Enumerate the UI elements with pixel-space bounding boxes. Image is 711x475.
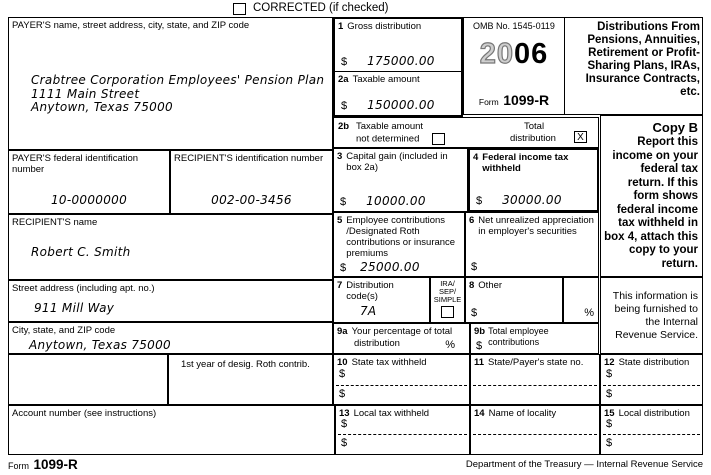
box-4-amount (476, 193, 562, 207)
box-7-label: Distribution code(s) (346, 280, 394, 302)
recipient-street-value: 911 Mill Way (34, 301, 115, 315)
taxable-not-determined-checkbox[interactable] (432, 133, 445, 145)
box-3-amount (340, 194, 426, 208)
box-6-net-unrealized-appreciation (465, 212, 599, 277)
form-number: 1099-R (503, 92, 550, 108)
box-5-label: Employee contributions /Designated Roth contributions or insurance premiums (346, 215, 456, 259)
ira-sep-simple-checkbox[interactable] (441, 306, 454, 318)
dollar-sign: $ (341, 418, 348, 430)
dollar-sign: $ (476, 340, 483, 352)
box-5-amount (340, 260, 420, 274)
blank-box (8, 354, 168, 405)
box-2a-value: 150000.00 (367, 98, 435, 112)
recipient-name-value: Robert C. Smith (31, 245, 131, 259)
box-4-number: 4 (473, 152, 479, 163)
payer-id-label: PAYER'S federal identification number (12, 153, 139, 175)
box-2b-total-distribution (510, 121, 556, 145)
box-13-number: 13 (339, 408, 350, 419)
payer-name-label: PAYER'S name, street address, city, state, and ZIP code (12, 20, 250, 31)
omb-year-box (463, 17, 565, 115)
percent-sign: % (584, 307, 594, 319)
box-3-value: 10000.00 (366, 194, 426, 208)
dollar-sign: $ (339, 368, 346, 380)
roth-year-label: 1st year of desig. Roth contrib. (181, 359, 310, 370)
recipient-city-box (8, 322, 333, 354)
box-6-label: Net unrealized appreciation in employer's securities (478, 215, 594, 237)
box-2a-taxable-amount (333, 72, 463, 117)
total-distribution-checkbox[interactable] (574, 131, 587, 143)
ira-sep-simple-label (431, 278, 464, 304)
box-2b-label-line1: Taxable amount (356, 121, 424, 132)
dashed-divider (473, 434, 597, 435)
footer-agency: Department of the Treasury — Internal Revenue Service (465, 459, 703, 470)
box-10-label: State tax withheld (351, 357, 427, 368)
box-1-number: 1 (338, 21, 344, 32)
box-9b-number: 9b (474, 326, 486, 337)
footer-form-value: 1099-R (33, 457, 78, 472)
irs-furnished-box (600, 277, 703, 354)
box-3-number: 3 (337, 151, 343, 162)
box-2b-row (333, 117, 599, 148)
dollar-sign: $ (340, 262, 347, 274)
dollar-sign: $ (341, 100, 348, 112)
box-2b-not-determined (356, 121, 445, 146)
box-8-label: Other (478, 280, 503, 291)
box-10-number: 10 (337, 357, 348, 368)
recipient-city-value: Anytown, Texas 75000 (29, 338, 171, 352)
box-9b-total-employee-contributions (470, 323, 599, 354)
box-15-local-distribution (600, 405, 703, 455)
recipient-street-box (8, 280, 333, 322)
corrected-label: CORRECTED (if checked) (253, 2, 389, 14)
percent-sign: % (445, 339, 455, 351)
dashed-divider (473, 385, 597, 386)
box-4-federal-tax-withheld (468, 148, 599, 212)
box-8-other (465, 277, 563, 323)
dashed-divider (336, 385, 467, 386)
payer-street-value: 1111 Main Street (31, 86, 140, 101)
box-7-number: 7 (337, 280, 343, 291)
total-distribution-checkmark: X (577, 132, 584, 143)
box-7-ira-sep-simple (430, 277, 465, 323)
copy-b-title: Copy B (652, 120, 698, 135)
box-12-label: State distribution (618, 357, 690, 368)
box-1-value: 175000.00 (367, 54, 435, 68)
box-1-amount (341, 54, 435, 68)
box-6-number: 6 (469, 215, 475, 226)
box-14-number: 14 (474, 408, 485, 419)
dashed-divider (603, 434, 700, 435)
payer-name-box (8, 17, 333, 150)
box-14-label: Name of locality (488, 408, 557, 419)
corrected-checkbox[interactable] (233, 3, 246, 15)
dollar-sign: $ (606, 437, 613, 449)
footer-form-word: Form (8, 461, 29, 471)
recipient-city-label: City, state, and ZIP code (12, 325, 116, 336)
dollar-sign: $ (341, 56, 348, 68)
account-number-label: Account number (see instructions) (12, 408, 157, 419)
account-number-box (8, 405, 335, 455)
recipient-id-label: RECIPIENT'S identification number (174, 153, 324, 164)
box-2b-total-line1: Total (524, 121, 545, 132)
box-5-employee-contributions (333, 212, 465, 277)
box-5-value: 25000.00 (360, 260, 420, 274)
box-12-state-distribution (600, 354, 703, 405)
dashed-divider (603, 385, 700, 386)
form-word: Form (478, 97, 499, 107)
payer-id-box (8, 150, 170, 214)
ira-label-line3: SIMPLE (433, 295, 462, 304)
box-11-state-payer-state-no (470, 354, 600, 405)
dollar-sign: $ (606, 368, 613, 380)
box-11-label: State/Payer's state no. (488, 357, 584, 368)
box-11-number: 11 (474, 357, 485, 368)
recipient-name-box (8, 214, 333, 280)
tax-year (464, 38, 564, 71)
box-9b-label: Total employee contributions (488, 326, 549, 347)
dollar-sign: $ (606, 418, 613, 430)
irs-furnished-text: This information is being furnished to the Internal Revenue Service. (612, 290, 698, 341)
footer-form-number (8, 456, 78, 474)
box-15-number: 15 (604, 408, 615, 419)
box-2a-label: Taxable amount (352, 74, 420, 85)
dollar-sign: $ (476, 195, 483, 207)
box-3-capital-gain (333, 148, 468, 212)
box-2b-total-line2: distribution (510, 133, 556, 144)
box-13-label: Local tax withheld (353, 408, 430, 419)
box-1-label: Gross distribution (347, 21, 422, 32)
box-8-percent-cell (563, 277, 599, 323)
roth-year-box (168, 354, 333, 405)
omb-number: OMB No. 1545-0119 (473, 21, 555, 31)
ira-label-line1: IRA/ (440, 279, 455, 288)
form-number-line (464, 92, 564, 110)
box-4-label: Federal income tax withheld (482, 152, 569, 174)
dollar-sign: $ (606, 388, 613, 400)
box-9a-number: 9a (337, 326, 348, 337)
box-2a-number: 2a (338, 74, 349, 85)
box-4-value: 30000.00 (502, 193, 562, 207)
box-12-number: 12 (604, 357, 615, 368)
payer-id-value: 10-0000000 (50, 193, 128, 207)
ira-label-line2: SEP/ (438, 287, 457, 296)
tax-year-suffix: 06 (514, 38, 549, 70)
box-8-number: 8 (469, 280, 475, 291)
box-2b-label-line2: not determined (356, 133, 420, 145)
tax-year-prefix: 20 (479, 38, 514, 70)
box-1-gross-distribution (333, 17, 463, 72)
box-2b-number: 2b (338, 121, 350, 132)
dollar-sign: $ (339, 388, 346, 400)
box-7-distribution-codes (333, 277, 430, 323)
box-14-name-of-locality (470, 405, 600, 455)
box-9a-label-line1: Your percentage of total (351, 326, 453, 337)
dollar-sign: $ (341, 437, 348, 449)
dollar-sign: $ (471, 307, 478, 319)
box-13-local-tax-withheld (335, 405, 470, 455)
dollar-sign: $ (340, 196, 347, 208)
form-title: Distributions From Pensions, Annuities, Retirement or Profit-Sharing Plans, IRAs, Insurance Contracts, etc. (565, 17, 703, 115)
box-5-number: 5 (337, 215, 343, 226)
recipient-name-label: RECIPIENT'S name (12, 217, 98, 228)
box-9a-percentage-total-distribution (333, 323, 470, 354)
box-7-value: 7A (360, 304, 377, 318)
box-15-label: Local distribution (618, 408, 690, 419)
payer-name-value: Crabtree Corporation Employees' Pension Plan (31, 73, 325, 87)
box-10-state-tax-withheld (333, 354, 470, 405)
box-3-label: Capital gain (included in box 2a) (346, 151, 448, 173)
box-9a-label-line2: distribution (354, 338, 400, 349)
payer-city-value: Anytown, Texas 75000 (31, 100, 173, 114)
recipient-id-value: 002-00-3456 (211, 193, 292, 207)
copy-b-body: Report this income on your federal tax return. If this form shows federal income tax withheld in box 4, attach this copy to your return. (604, 136, 698, 270)
payer-address-block (31, 74, 324, 115)
recipient-id-box (170, 150, 333, 214)
dashed-divider (338, 434, 467, 435)
copy-b-box (600, 115, 703, 277)
dollar-sign: $ (471, 261, 478, 273)
box-2a-amount (341, 98, 435, 112)
recipient-street-label: Street address (including apt. no.) (12, 283, 155, 294)
